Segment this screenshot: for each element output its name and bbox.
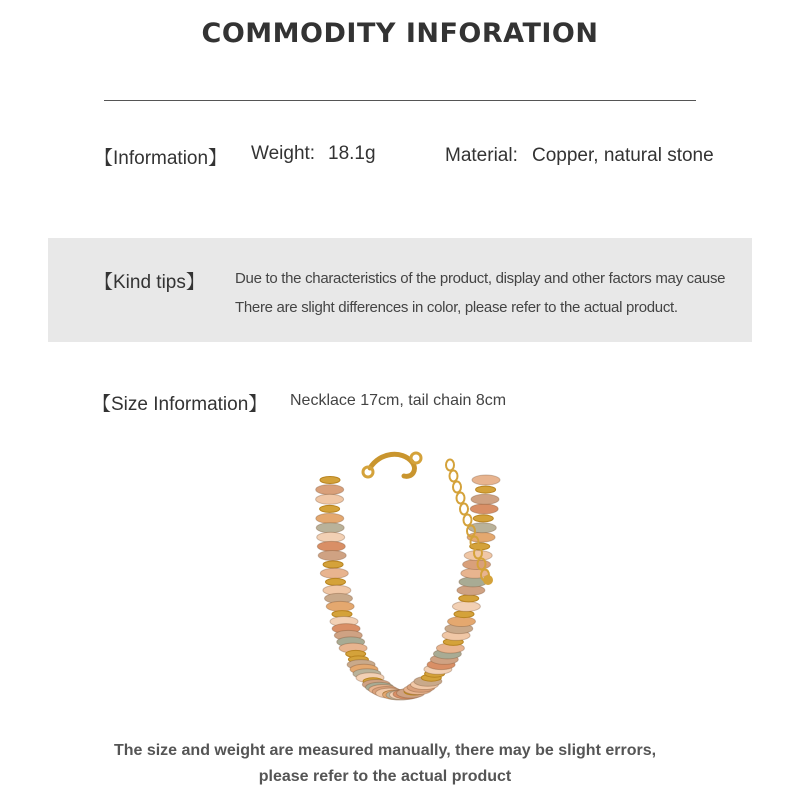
kind-tips-line-1: Due to the characteristics of the product, display and other factors may cause [235, 270, 726, 287]
information-label: 【Information】 [94, 148, 228, 169]
kind-tips-line-2: There are slight differences in color, please refer to the actual product. [235, 299, 678, 316]
lobster-clasp [363, 453, 421, 477]
material-value: Copper, natural stone [532, 145, 714, 166]
footer-note-line-2: please refer to the actual product [258, 768, 512, 785]
title-divider [104, 100, 696, 101]
footer-note-line-1: The size and weight are measured manually, there may be slight errors, [113, 742, 657, 759]
size-information-label: 【Size Information】 [92, 394, 268, 415]
kind-tips-label: 【Kind tips】 [94, 272, 205, 293]
material-label: Material: [445, 145, 518, 166]
bracelet-product-image [290, 440, 530, 720]
page-title: COMMODITY INFORATION [201, 18, 599, 49]
bead-strand [316, 475, 500, 700]
weight-value: 18.1g [328, 143, 376, 164]
size-information-value: Necklace 17cm, tail chain 8cm [290, 392, 507, 409]
weight-label: Weight: [251, 143, 316, 164]
